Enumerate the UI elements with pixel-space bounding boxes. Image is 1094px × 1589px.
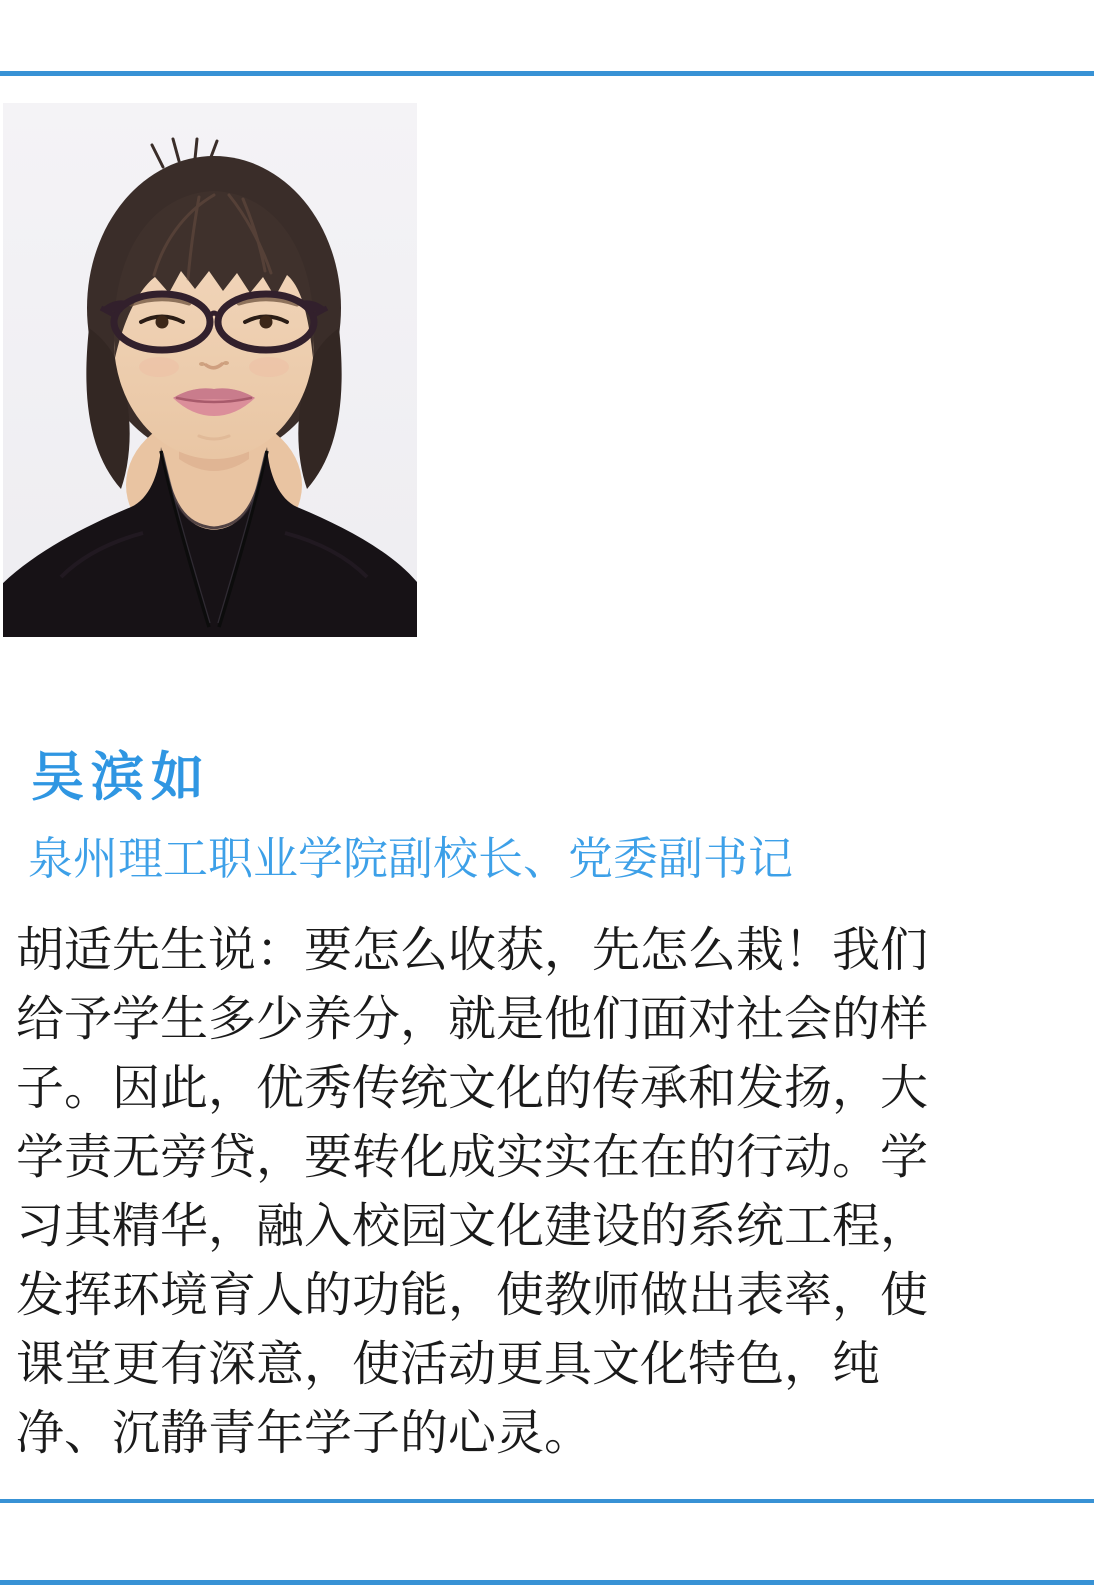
quote-line: 胡适先生说：要怎么收获，先怎么栽！我们 <box>16 924 929 977</box>
top-divider <box>0 71 1094 76</box>
quote-line: 给予学生多少养分，就是他们面对社会的样 <box>16 993 929 1046</box>
quote-line: 习其精华，融入校园文化建设的系统工程， <box>16 1200 929 1253</box>
portrait-illustration <box>3 103 417 637</box>
person-name: 吴滨如 <box>31 748 211 807</box>
person-quote <box>16 916 1078 1468</box>
quote-line: 课堂更有深意，使活动更具文化特色，纯 <box>16 1338 881 1391</box>
bottom-edge-divider <box>0 1580 1094 1585</box>
quote-line: 子。因此，优秀传统文化的传承和发扬，大 <box>16 1062 929 1115</box>
quote-line: 发挥环境育人的功能，使教师做出表率，使 <box>16 1269 929 1322</box>
bottom-divider <box>0 1499 1094 1503</box>
quote-line: 净、沉静青年学子的心灵。 <box>16 1407 593 1460</box>
profile-photo <box>3 103 417 637</box>
quote-line: 学责无旁贷，要转化成实实在在的行动。学 <box>16 1131 929 1184</box>
person-title: 泉州理工职业学院副校长、党委副书记 <box>28 833 794 884</box>
